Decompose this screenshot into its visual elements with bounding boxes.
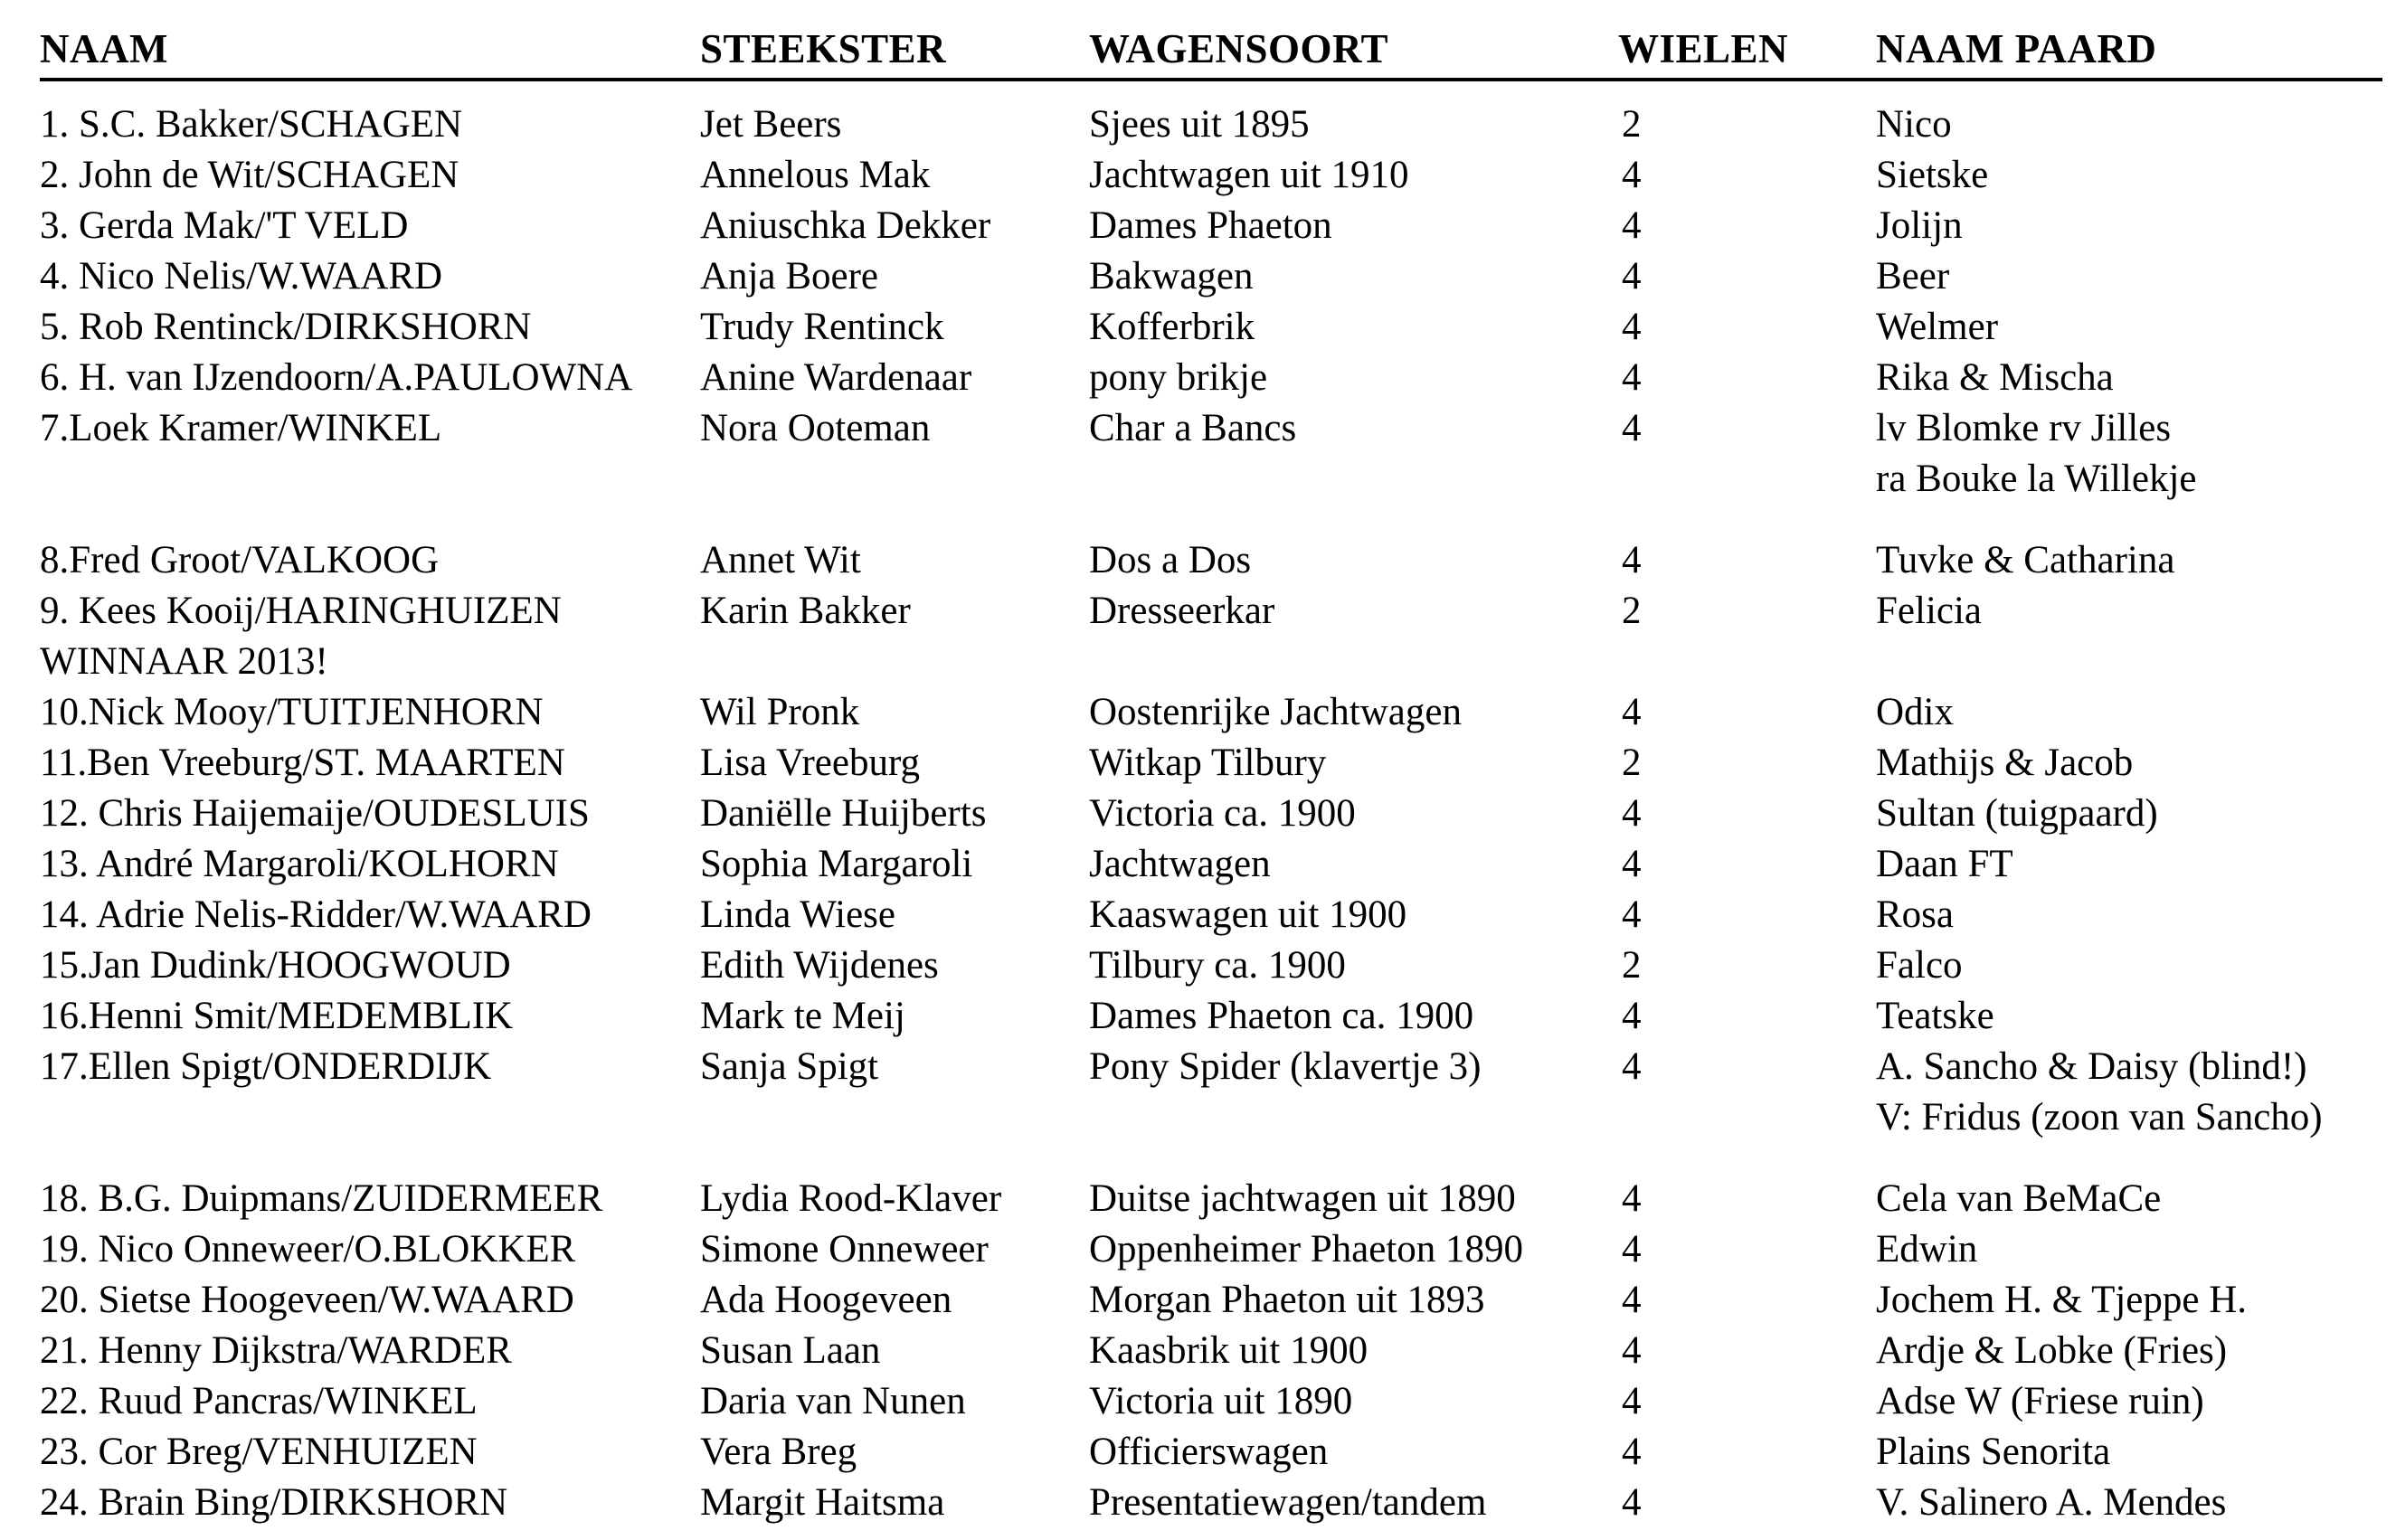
cell-naam-paard: Welmer — [1876, 306, 1999, 348]
cell-naam-paard: Nico — [1876, 103, 1952, 146]
cell-naam: 17.Ellen Spigt/ONDERDIJK — [40, 1045, 492, 1088]
cell-steekster: Jet Beers — [700, 103, 842, 146]
cell-wagensoort: Kaasbrik uit 1900 — [1089, 1329, 1368, 1372]
cell-naam-paard: V. Salinero A. Mendes — [1876, 1481, 2227, 1524]
cell-steekster: Lisa Vreeburg — [700, 742, 921, 784]
cell-wielen: 4 — [1622, 1228, 1642, 1271]
cell-naam-paard — [1876, 403, 2382, 505]
column-header-wagensoort: WAGENSOORT — [1089, 26, 1388, 71]
table-row — [40, 1376, 2382, 1427]
cell-wielen: 4 — [1622, 1329, 1642, 1372]
cell-steekster: Trudy Rentinck — [700, 306, 944, 348]
cell-naam: 1. S.C. Bakker/SCHAGEN — [40, 103, 463, 146]
cell-wagensoort: Jachtwagen uit 1910 — [1089, 154, 1409, 196]
row-spacer — [40, 81, 2382, 99]
cell-wielen: 4 — [1622, 539, 1642, 581]
cell-wagensoort: Morgan Phaeton uit 1893 — [1089, 1279, 1485, 1321]
table-row — [40, 353, 2382, 403]
table-row — [40, 1275, 2382, 1326]
cell-steekster: Sophia Margaroli — [700, 843, 973, 885]
table-row — [40, 302, 2382, 353]
table-row — [40, 687, 2382, 738]
cell-wielen: 4 — [1622, 792, 1642, 835]
cell-naam-paard: Beer — [1876, 255, 1950, 298]
cell-naam: 21. Henny Dijkstra/WARDER — [40, 1329, 512, 1372]
cell-wielen: 4 — [1622, 255, 1642, 298]
cell-naam-paard: Falco — [1876, 944, 1963, 987]
cell-wagensoort: Char a Bancs — [1089, 407, 1297, 449]
cell-wielen: 4 — [1622, 1045, 1642, 1088]
cell-naam-paard: Daan FT — [1876, 843, 2013, 885]
cell-naam: 20. Sietse Hoogeveen/W.WAARD — [40, 1279, 574, 1321]
table-header — [40, 25, 2382, 81]
cell-wagensoort: Tilbury ca. 1900 — [1089, 944, 1346, 987]
cell-naam-paard: Edwin — [1876, 1228, 1978, 1271]
table-row — [40, 586, 2382, 687]
cell-naam: 10.Nick Mooy/TUITJENHORN — [40, 691, 544, 733]
table-row — [40, 1042, 2382, 1143]
cell-wielen: 4 — [1622, 1279, 1642, 1321]
cell-steekster: Anja Boere — [700, 255, 879, 298]
cell-wagensoort: Pony Spider (klavertje 3) — [1089, 1045, 1482, 1088]
cell-naam: 22. Ruud Pancras/WINKEL — [40, 1380, 478, 1422]
cell-wagensoort: Dames Phaeton ca. 1900 — [1089, 995, 1474, 1037]
cell-naam: 12. Chris Haijemaije/OUDESLUIS — [40, 792, 590, 835]
table-row — [40, 150, 2382, 201]
table-row — [40, 403, 2382, 505]
cell-wagensoort: Victoria uit 1890 — [1089, 1380, 1353, 1422]
table-header-row — [40, 25, 2382, 80]
row-spacer — [40, 505, 2382, 535]
cell-naam: 16.Henni Smit/MEDEMBLIK — [40, 995, 514, 1037]
cell-wagensoort: Oppenheimer Phaeton 1890 — [1089, 1228, 1524, 1271]
cell-steekster: Ada Hoogeveen — [700, 1279, 952, 1321]
cell-wagensoort: Kofferbrik — [1089, 306, 1255, 348]
cell-naam-paard: Felicia — [1876, 590, 1983, 632]
cell-wielen: 4 — [1622, 893, 1642, 936]
cell-naam-paard: Mathijs & Jacob — [1876, 742, 2134, 784]
cell-wielen: 2 — [1622, 590, 1642, 632]
cell-naam-paard: Tuvke & Catharina — [1876, 539, 2175, 581]
cell-steekster: Mark te Meij — [700, 995, 905, 1037]
cell-wagensoort: pony brikje — [1089, 356, 1268, 399]
cell-steekster: Aniuschka Dekker — [700, 204, 991, 247]
cell-naam-paard: Rosa — [1876, 893, 1954, 936]
cell-naam-paard — [1876, 1042, 2382, 1143]
cell-naam-paard: Sultan (tuigpaard) — [1876, 792, 2158, 835]
cell-wagensoort: Oostenrijke Jachtwagen — [1089, 691, 1462, 733]
cell-steekster: Vera Breg — [700, 1431, 857, 1473]
cell-wielen: 2 — [1622, 944, 1642, 987]
cell-wielen: 4 — [1622, 204, 1642, 247]
cell-naam-line: 9. Kees Kooij/HARINGHUIZEN — [40, 590, 562, 632]
cell-wielen: 4 — [1622, 691, 1642, 733]
table-row — [40, 991, 2382, 1042]
cell-naam-paard: Odix — [1876, 691, 1954, 733]
cell-wielen: 2 — [1622, 742, 1642, 784]
cell-steekster: Lydia Rood-Klaver — [700, 1177, 1002, 1220]
cell-steekster: Daria van Nunen — [700, 1380, 966, 1422]
table-row — [40, 789, 2382, 839]
cell-naam-paard: Jochem H. & Tjeppe H. — [1876, 1279, 2248, 1321]
table-row — [40, 1326, 2382, 1376]
table-row — [40, 1427, 2382, 1478]
cell-naam — [40, 586, 700, 687]
table-row — [40, 839, 2382, 890]
cell-wagensoort: Sjees uit 1895 — [1089, 103, 1310, 146]
cell-naam: 19. Nico Onneweer/O.BLOKKER — [40, 1228, 576, 1271]
cell-naam: 7.Loek Kramer/WINKEL — [40, 407, 442, 449]
cell-steekster: Annet Wit — [700, 539, 861, 581]
cell-wielen: 4 — [1622, 356, 1642, 399]
cell-wagensoort: Officierswagen — [1089, 1431, 1329, 1473]
table-row — [40, 251, 2382, 302]
cell-naam-paard-line-2: ra Bouke la Willekje — [1876, 458, 2197, 500]
cell-naam-paard: Ardje & Lobke (Fries) — [1876, 1329, 2228, 1372]
table-row — [40, 1224, 2382, 1275]
participants-table — [40, 25, 2382, 1528]
cell-wagensoort: Dos a Dos — [1089, 539, 1252, 581]
cell-wagensoort: Bakwagen — [1089, 255, 1254, 298]
cell-steekster: Simone Onneweer — [700, 1228, 989, 1271]
column-header-naam-paard: NAAM PAARD — [1876, 26, 2157, 71]
table-row — [40, 890, 2382, 940]
cell-wagensoort: Dresseerkar — [1089, 590, 1275, 632]
cell-naam: 6. H. van IJzendoorn/A.PAULOWNA — [40, 356, 633, 399]
cell-naam-paard-line: lv Blomke rv Jilles — [1876, 407, 2172, 449]
cell-wagensoort: Jachtwagen — [1089, 843, 1271, 885]
column-header-wielen: WIELEN — [1618, 26, 1789, 71]
table-row — [40, 1174, 2382, 1224]
cell-wielen: 4 — [1622, 1380, 1642, 1422]
cell-steekster: Wil Pronk — [700, 691, 860, 733]
cell-wielen: 4 — [1622, 843, 1642, 885]
cell-steekster: Karin Bakker — [700, 590, 911, 632]
cell-steekster: Edith Wijdenes — [700, 944, 939, 987]
cell-steekster: Margit Haitsma — [700, 1481, 945, 1524]
table-row — [40, 940, 2382, 991]
cell-wielen: 4 — [1622, 407, 1642, 449]
cell-steekster: Linda Wiese — [700, 893, 895, 936]
cell-naam: 8.Fred Groot/VALKOOG — [40, 539, 440, 581]
cell-wagensoort: Presentatiewagen/tandem — [1089, 1481, 1487, 1524]
cell-naam: 5. Rob Rentinck/DIRKSHORN — [40, 306, 532, 348]
table-row — [40, 201, 2382, 251]
cell-wagensoort: Dames Phaeton — [1089, 204, 1332, 247]
table-row — [40, 738, 2382, 789]
cell-naam-paard-line-2: V: Fridus (zoon van Sancho) — [1876, 1096, 2323, 1138]
cell-naam-paard: Rika & Mischa — [1876, 356, 2114, 399]
cell-steekster: Daniëlle Huijberts — [700, 792, 987, 835]
table-row — [40, 1478, 2382, 1528]
cell-wagensoort: Kaaswagen uit 1900 — [1089, 893, 1407, 936]
cell-wielen: 4 — [1622, 1431, 1642, 1473]
cell-steekster: Nora Ooteman — [700, 407, 931, 449]
cell-naam: 24. Brain Bing/DIRKSHORN — [40, 1481, 508, 1524]
cell-wielen: 4 — [1622, 1481, 1642, 1524]
column-header-steekster: STEEKSTER — [700, 26, 947, 71]
cell-naam-paard: Jolijn — [1876, 204, 1963, 247]
cell-naam: 11.Ben Vreeburg/ST. MAARTEN — [40, 742, 565, 784]
cell-naam-paard: Adse W (Friese ruin) — [1876, 1380, 2204, 1422]
cell-naam: 18. B.G. Duipmans/ZUIDERMEER — [40, 1177, 603, 1220]
cell-naam: 13. André Margaroli/KOLHORN — [40, 843, 559, 885]
column-header-naam: NAAM — [40, 26, 168, 71]
cell-naam: 15.Jan Dudink/HOOGWOUD — [40, 944, 511, 987]
cell-steekster: Annelous Mak — [700, 154, 931, 196]
cell-wielen: 2 — [1622, 103, 1642, 146]
cell-naam: 4. Nico Nelis/W.WAARD — [40, 255, 443, 298]
cell-naam-paard: Sietske — [1876, 154, 1989, 196]
cell-wielen: 4 — [1622, 1177, 1642, 1220]
cell-naam: 2. John de Wit/SCHAGEN — [40, 154, 459, 196]
table-body — [40, 81, 2382, 1528]
cell-naam-paard: Plains Senorita — [1876, 1431, 2111, 1473]
cell-steekster: Susan Laan — [700, 1329, 881, 1372]
cell-wagensoort: Victoria ca. 1900 — [1089, 792, 1356, 835]
cell-wielen: 4 — [1622, 995, 1642, 1037]
cell-steekster: Anine Wardenaar — [700, 356, 972, 399]
cell-steekster: Sanja Spigt — [700, 1045, 879, 1088]
cell-naam: 3. Gerda Mak/'T VELD — [40, 204, 409, 247]
cell-naam-paard: Cela van BeMaCe — [1876, 1177, 2162, 1220]
cell-naam-paard-line: A. Sancho & Daisy (blind!) — [1876, 1045, 2307, 1088]
cell-naam-paard: Teatske — [1876, 995, 1994, 1037]
table-row — [40, 535, 2382, 586]
cell-wagensoort: Duitse jachtwagen uit 1890 — [1089, 1177, 1516, 1220]
cell-wielen: 4 — [1622, 306, 1642, 348]
row-spacer — [40, 1143, 2382, 1174]
cell-naam: 23. Cor Breg/VENHUIZEN — [40, 1431, 478, 1473]
cell-wielen: 4 — [1622, 154, 1642, 196]
winner-note: WINNAAR 2013! — [40, 640, 328, 683]
cell-naam: 14. Adrie Nelis-Ridder/W.WAARD — [40, 893, 592, 936]
cell-wagensoort: Witkap Tilbury — [1089, 742, 1327, 784]
table-row — [40, 99, 2382, 150]
